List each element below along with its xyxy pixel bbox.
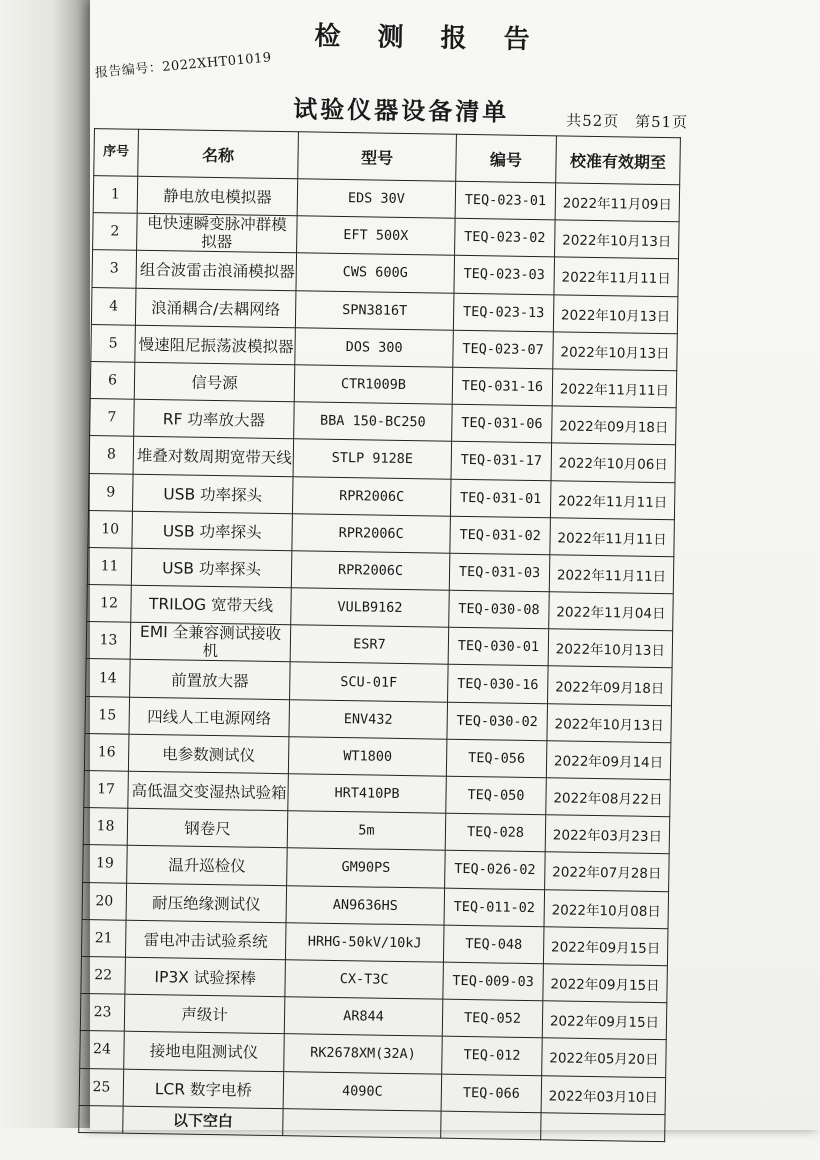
cell-seq: 11 <box>87 547 132 585</box>
cell-model: CTR1009B <box>294 365 453 405</box>
cell-code: TEQ-030-08 <box>449 590 550 629</box>
cell-model: ENV432 <box>289 699 448 739</box>
cell-date: 2022年10月13日 <box>547 703 672 742</box>
cell-model: AN9636HS <box>286 885 445 925</box>
cell-date: 2022年11月04日 <box>549 592 674 631</box>
cell-seq: 16 <box>84 733 129 771</box>
cell-model: WT1800 <box>288 737 447 777</box>
cell-seq: 4 <box>91 287 136 325</box>
cell-name: LCR 数字电桥 <box>123 1069 284 1109</box>
cell-date: 2022年09月15日 <box>543 926 668 965</box>
empty-cell <box>541 1112 665 1141</box>
cell-model: SPN3816T <box>295 290 454 330</box>
cell-date: 2022年10月13日 <box>548 629 673 668</box>
table-body <box>79 176 680 1142</box>
cell-name: USB 功率探头 <box>132 474 293 514</box>
cell-seq: 12 <box>87 585 132 623</box>
cell-seq: 9 <box>88 473 133 511</box>
cell-date: 2022年11月11日 <box>550 517 675 556</box>
cell-date: 2022年11月11日 <box>552 369 677 408</box>
cell-code: TEQ-031-06 <box>452 404 553 443</box>
cell-model: RPR2006C <box>292 476 451 516</box>
cell-model: HRHG-50kV/10kJ <box>285 922 444 962</box>
cell-name: 浪涌耦合/去耦网络 <box>135 288 296 328</box>
cell-code: TEQ-011-02 <box>444 888 545 927</box>
cell-name: RF 功率放大器 <box>134 399 295 439</box>
cell-name: IP3X 试验探棒 <box>125 957 286 997</box>
cell-name: 雷电冲击试验系统 <box>125 920 286 960</box>
empty-cell <box>283 1108 441 1137</box>
cell-date: 2022年10月08日 <box>544 889 669 928</box>
cell-code: TEQ-023-03 <box>454 256 555 295</box>
cell-date: 2022年09月18日 <box>548 666 673 705</box>
cell-name: 前置放大器 <box>130 660 291 700</box>
report-title: 检 测 报 告 <box>314 21 544 56</box>
cell-seq: 6 <box>90 361 135 399</box>
cell-name: 静电放电模拟器 <box>137 176 298 216</box>
cell-model: ESR7 <box>290 625 449 665</box>
cell-model: 5m <box>287 811 446 851</box>
cell-code: TEQ-023-13 <box>453 293 554 332</box>
current-page: 第51页 <box>634 112 689 132</box>
cell-model: CWS 600G <box>296 253 455 293</box>
cell-seq: 22 <box>81 956 126 994</box>
cell-name: 声级计 <box>124 994 285 1034</box>
cell-date: 2022年10月13日 <box>553 332 678 371</box>
cell-code: TEQ-031-02 <box>450 516 551 555</box>
list-title: 试验仪器设备清单 <box>293 94 510 127</box>
cell-model: 4090C <box>283 1071 442 1111</box>
col-header-seq: 序号 <box>94 129 139 177</box>
cell-date: 2022年05月20日 <box>542 1038 667 1077</box>
cell-date: 2022年11月09日 <box>555 183 680 222</box>
cell-date: 2022年10月06日 <box>551 443 676 482</box>
cell-code: TEQ-031-16 <box>452 367 553 406</box>
cell-seq: 21 <box>81 919 126 957</box>
cell-code: TEQ-031-03 <box>449 553 550 592</box>
cell-model: BBA 150-BC250 <box>294 402 453 442</box>
cell-seq: 20 <box>82 882 127 920</box>
cell-code: TEQ-052 <box>442 999 543 1038</box>
cell-code: TEQ-031-01 <box>450 479 551 518</box>
cell-name: 组合波雷击浪涌模拟器 <box>136 251 297 291</box>
cell-model: SCU-01F <box>290 662 449 702</box>
cell-date: 2022年09月14日 <box>546 741 671 780</box>
cell-seq: 8 <box>89 436 134 474</box>
cell-name: TRILOG 宽带天线 <box>131 585 292 625</box>
cell-date: 2022年09月18日 <box>552 406 677 445</box>
cell-name: 温升巡检仪 <box>127 846 288 886</box>
cell-code: TEQ-028 <box>445 813 546 852</box>
cell-date: 2022年11月11日 <box>550 480 675 519</box>
cell-name: 接地电阻测试仪 <box>124 1031 285 1071</box>
cell-seq: 2 <box>93 213 138 251</box>
cell-code: TEQ-031-17 <box>451 442 552 481</box>
cell-code: TEQ-026-02 <box>445 851 546 890</box>
cell-name: 电参数测试仪 <box>128 734 289 774</box>
col-header-code: 编号 <box>456 134 557 183</box>
cell-seq: 23 <box>80 994 125 1032</box>
total-pages: 共52页 <box>566 111 620 131</box>
cell-model: RK2678XM(32A) <box>284 1034 443 1074</box>
cell-model: RPR2006C <box>292 513 451 553</box>
cell-date: 2022年09月15日 <box>543 964 668 1003</box>
cell-date: 2022年08月22日 <box>546 778 671 817</box>
cell-model: EFT 500X <box>297 216 456 256</box>
cell-name: 四线人工电源网络 <box>129 697 290 737</box>
col-header-date: 校准有效期至 <box>556 136 681 185</box>
cell-model: HRT410PB <box>288 774 447 814</box>
empty-cell <box>441 1111 541 1140</box>
cell-model: VULB9162 <box>291 588 450 628</box>
end-note: 以下空白 <box>123 1106 283 1136</box>
report-number: 报告编号：2022XHT01019 <box>94 50 273 81</box>
equipment-table <box>78 128 681 1142</box>
cell-model: AR844 <box>284 997 443 1037</box>
cell-seq: 19 <box>83 845 128 883</box>
cell-date: 2022年10月13日 <box>553 294 678 333</box>
document-content <box>72 0 820 1141</box>
cell-date: 2022年10月13日 <box>555 220 680 259</box>
cell-seq: 7 <box>90 399 135 437</box>
cell-code: TEQ-066 <box>441 1074 542 1113</box>
cell-seq: 10 <box>88 510 133 548</box>
cell-code: TEQ-056 <box>446 739 547 778</box>
cell-date: 2022年03月23日 <box>545 815 670 854</box>
cell-name: 电快速瞬变脉冲群模拟器 <box>137 213 298 253</box>
cell-code: TEQ-023-02 <box>455 218 556 257</box>
cell-seq: 15 <box>85 696 130 734</box>
col-header-name: 名称 <box>138 129 299 179</box>
col-header-model: 型号 <box>298 132 457 181</box>
cell-code: TEQ-012 <box>442 1036 543 1075</box>
cell-name: 高低温交变湿热试验箱 <box>128 771 289 811</box>
cell-name: EMI 全兼容测试接收机 <box>130 622 291 662</box>
cell-name: 堆叠对数周期宽带天线 <box>133 437 294 477</box>
empty-cell <box>79 1105 123 1133</box>
cell-model: CX-T3C <box>285 960 444 1000</box>
cell-code: TEQ-030-02 <box>447 702 548 741</box>
cell-seq: 1 <box>93 176 138 214</box>
page-info <box>566 109 698 132</box>
cell-date: 2022年11月11日 <box>554 257 679 296</box>
cell-code: TEQ-009-03 <box>443 962 544 1001</box>
cell-name: 钢卷尺 <box>127 808 288 848</box>
cell-model: EDS 30V <box>297 179 456 219</box>
cell-seq: 24 <box>80 1031 125 1069</box>
cell-code: TEQ-050 <box>446 776 547 815</box>
cell-date: 2022年03月10日 <box>541 1075 666 1114</box>
cell-model: RPR2006C <box>291 551 450 591</box>
cell-code: TEQ-048 <box>443 925 544 964</box>
cell-seq: 3 <box>92 250 137 288</box>
cell-code: TEQ-023-01 <box>455 181 556 220</box>
cell-code: TEQ-030-01 <box>448 627 549 666</box>
report-page <box>90 0 820 1130</box>
cell-date: 2022年09月15日 <box>542 1001 667 1040</box>
cell-model: DOS 300 <box>295 328 454 368</box>
cell-name: USB 功率探头 <box>131 548 292 588</box>
cell-name: 慢速阻尼振荡波模拟器 <box>135 325 296 365</box>
cell-model: STLP 9128E <box>293 439 452 479</box>
cell-seq: 14 <box>86 659 131 697</box>
cell-seq: 25 <box>79 1068 124 1106</box>
cell-name: 信号源 <box>134 362 295 402</box>
cell-date: 2022年07月28日 <box>545 852 670 891</box>
cell-seq: 17 <box>84 771 129 809</box>
cell-name: 耐压绝缘测试仪 <box>126 883 287 923</box>
cell-code: TEQ-023-07 <box>453 330 554 369</box>
cell-seq: 18 <box>83 808 128 846</box>
cell-model: GM90PS <box>287 848 446 888</box>
cell-seq: 5 <box>91 324 136 362</box>
cell-code: TEQ-030-16 <box>448 665 549 704</box>
cell-date: 2022年11月11日 <box>549 555 674 594</box>
cell-name: USB 功率探头 <box>132 511 293 551</box>
cell-seq: 13 <box>86 622 131 660</box>
